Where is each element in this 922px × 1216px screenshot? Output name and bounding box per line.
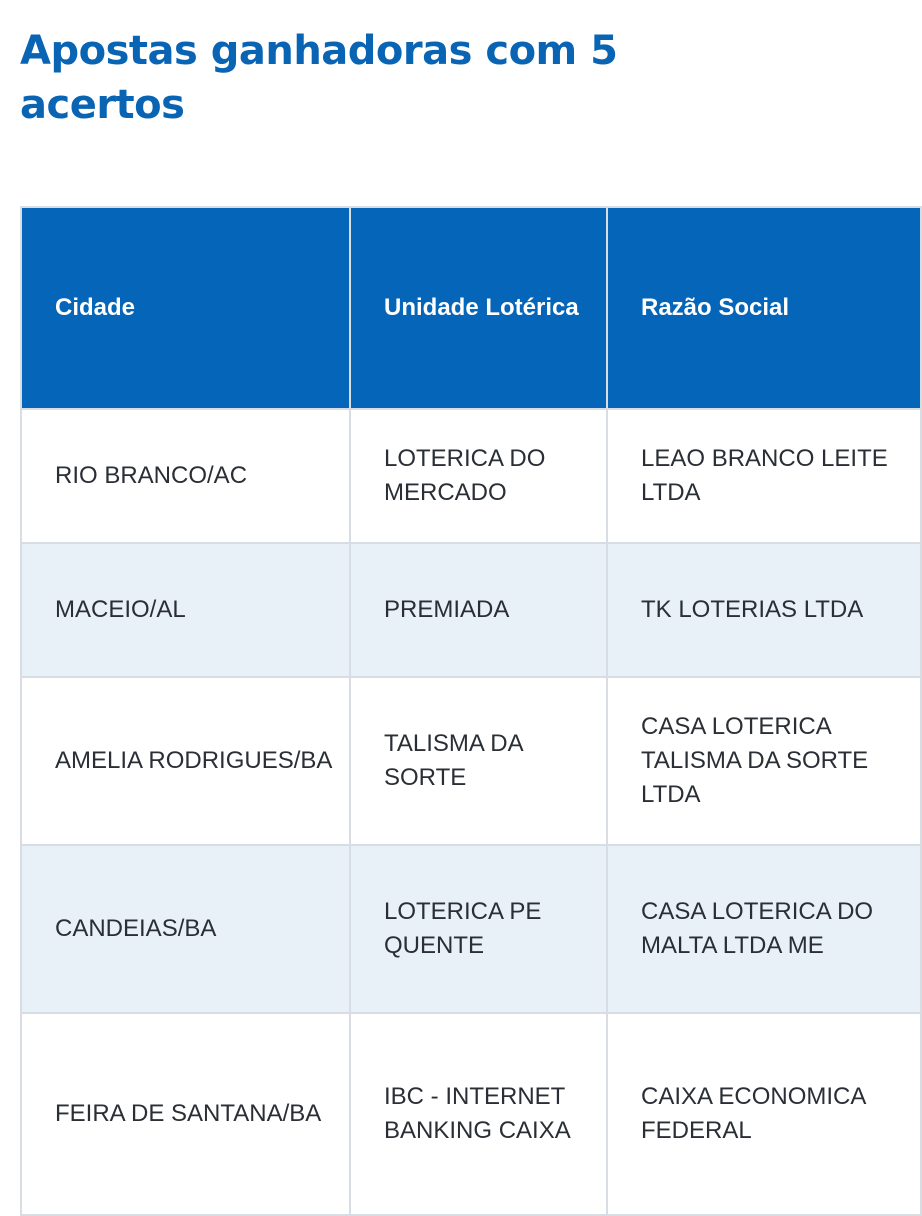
cell-unidade-loterica: PREMIADA	[350, 543, 607, 677]
cell-cidade: RIO BRANCO/AC	[21, 409, 350, 543]
winners-table	[20, 206, 922, 1216]
cell-cidade: FEIRA DE SANTANA/BA	[21, 1013, 350, 1215]
cell-cidade: CANDEIAS/BA	[21, 845, 350, 1013]
cell-cidade: AMELIA RODRIGUES/BA	[21, 677, 350, 845]
cell-razao-social: TK LOTERIAS LTDA	[607, 543, 921, 677]
cell-unidade-loterica: LOTERICA PE QUENTE	[350, 845, 607, 1013]
header-cidade: Cidade	[21, 207, 350, 409]
cell-unidade-loterica: LOTERICA DO MERCADO	[350, 409, 607, 543]
cell-razao-social: LEAO BRANCO LEITE LTDA	[607, 409, 921, 543]
table-row	[21, 409, 921, 543]
table-header-row	[21, 207, 921, 409]
cell-razao-social: CASA LOTERICA TALISMA DA SORTE LTDA	[607, 677, 921, 845]
header-unidade-loterica: Unidade Lotérica	[350, 207, 607, 409]
cell-unidade-loterica: TALISMA DA SORTE	[350, 677, 607, 845]
table-row	[21, 845, 921, 1013]
header-razao-social: Razão Social	[607, 207, 921, 409]
table-row	[21, 1013, 921, 1215]
page-title: Apostas ganhadoras com 5 acertos	[20, 28, 618, 128]
cell-razao-social: CASA LOTERICA DO MALTA LTDA ME	[607, 845, 921, 1013]
cell-razao-social: CAIXA ECONOMICA FEDERAL	[607, 1013, 921, 1215]
cell-cidade: MACEIO/AL	[21, 543, 350, 677]
winners-table-scroll[interactable]	[20, 206, 888, 1206]
table-row	[21, 543, 921, 677]
table-row	[21, 677, 921, 845]
cell-unidade-loterica: IBC - INTERNET BANKING CAIXA	[350, 1013, 607, 1215]
